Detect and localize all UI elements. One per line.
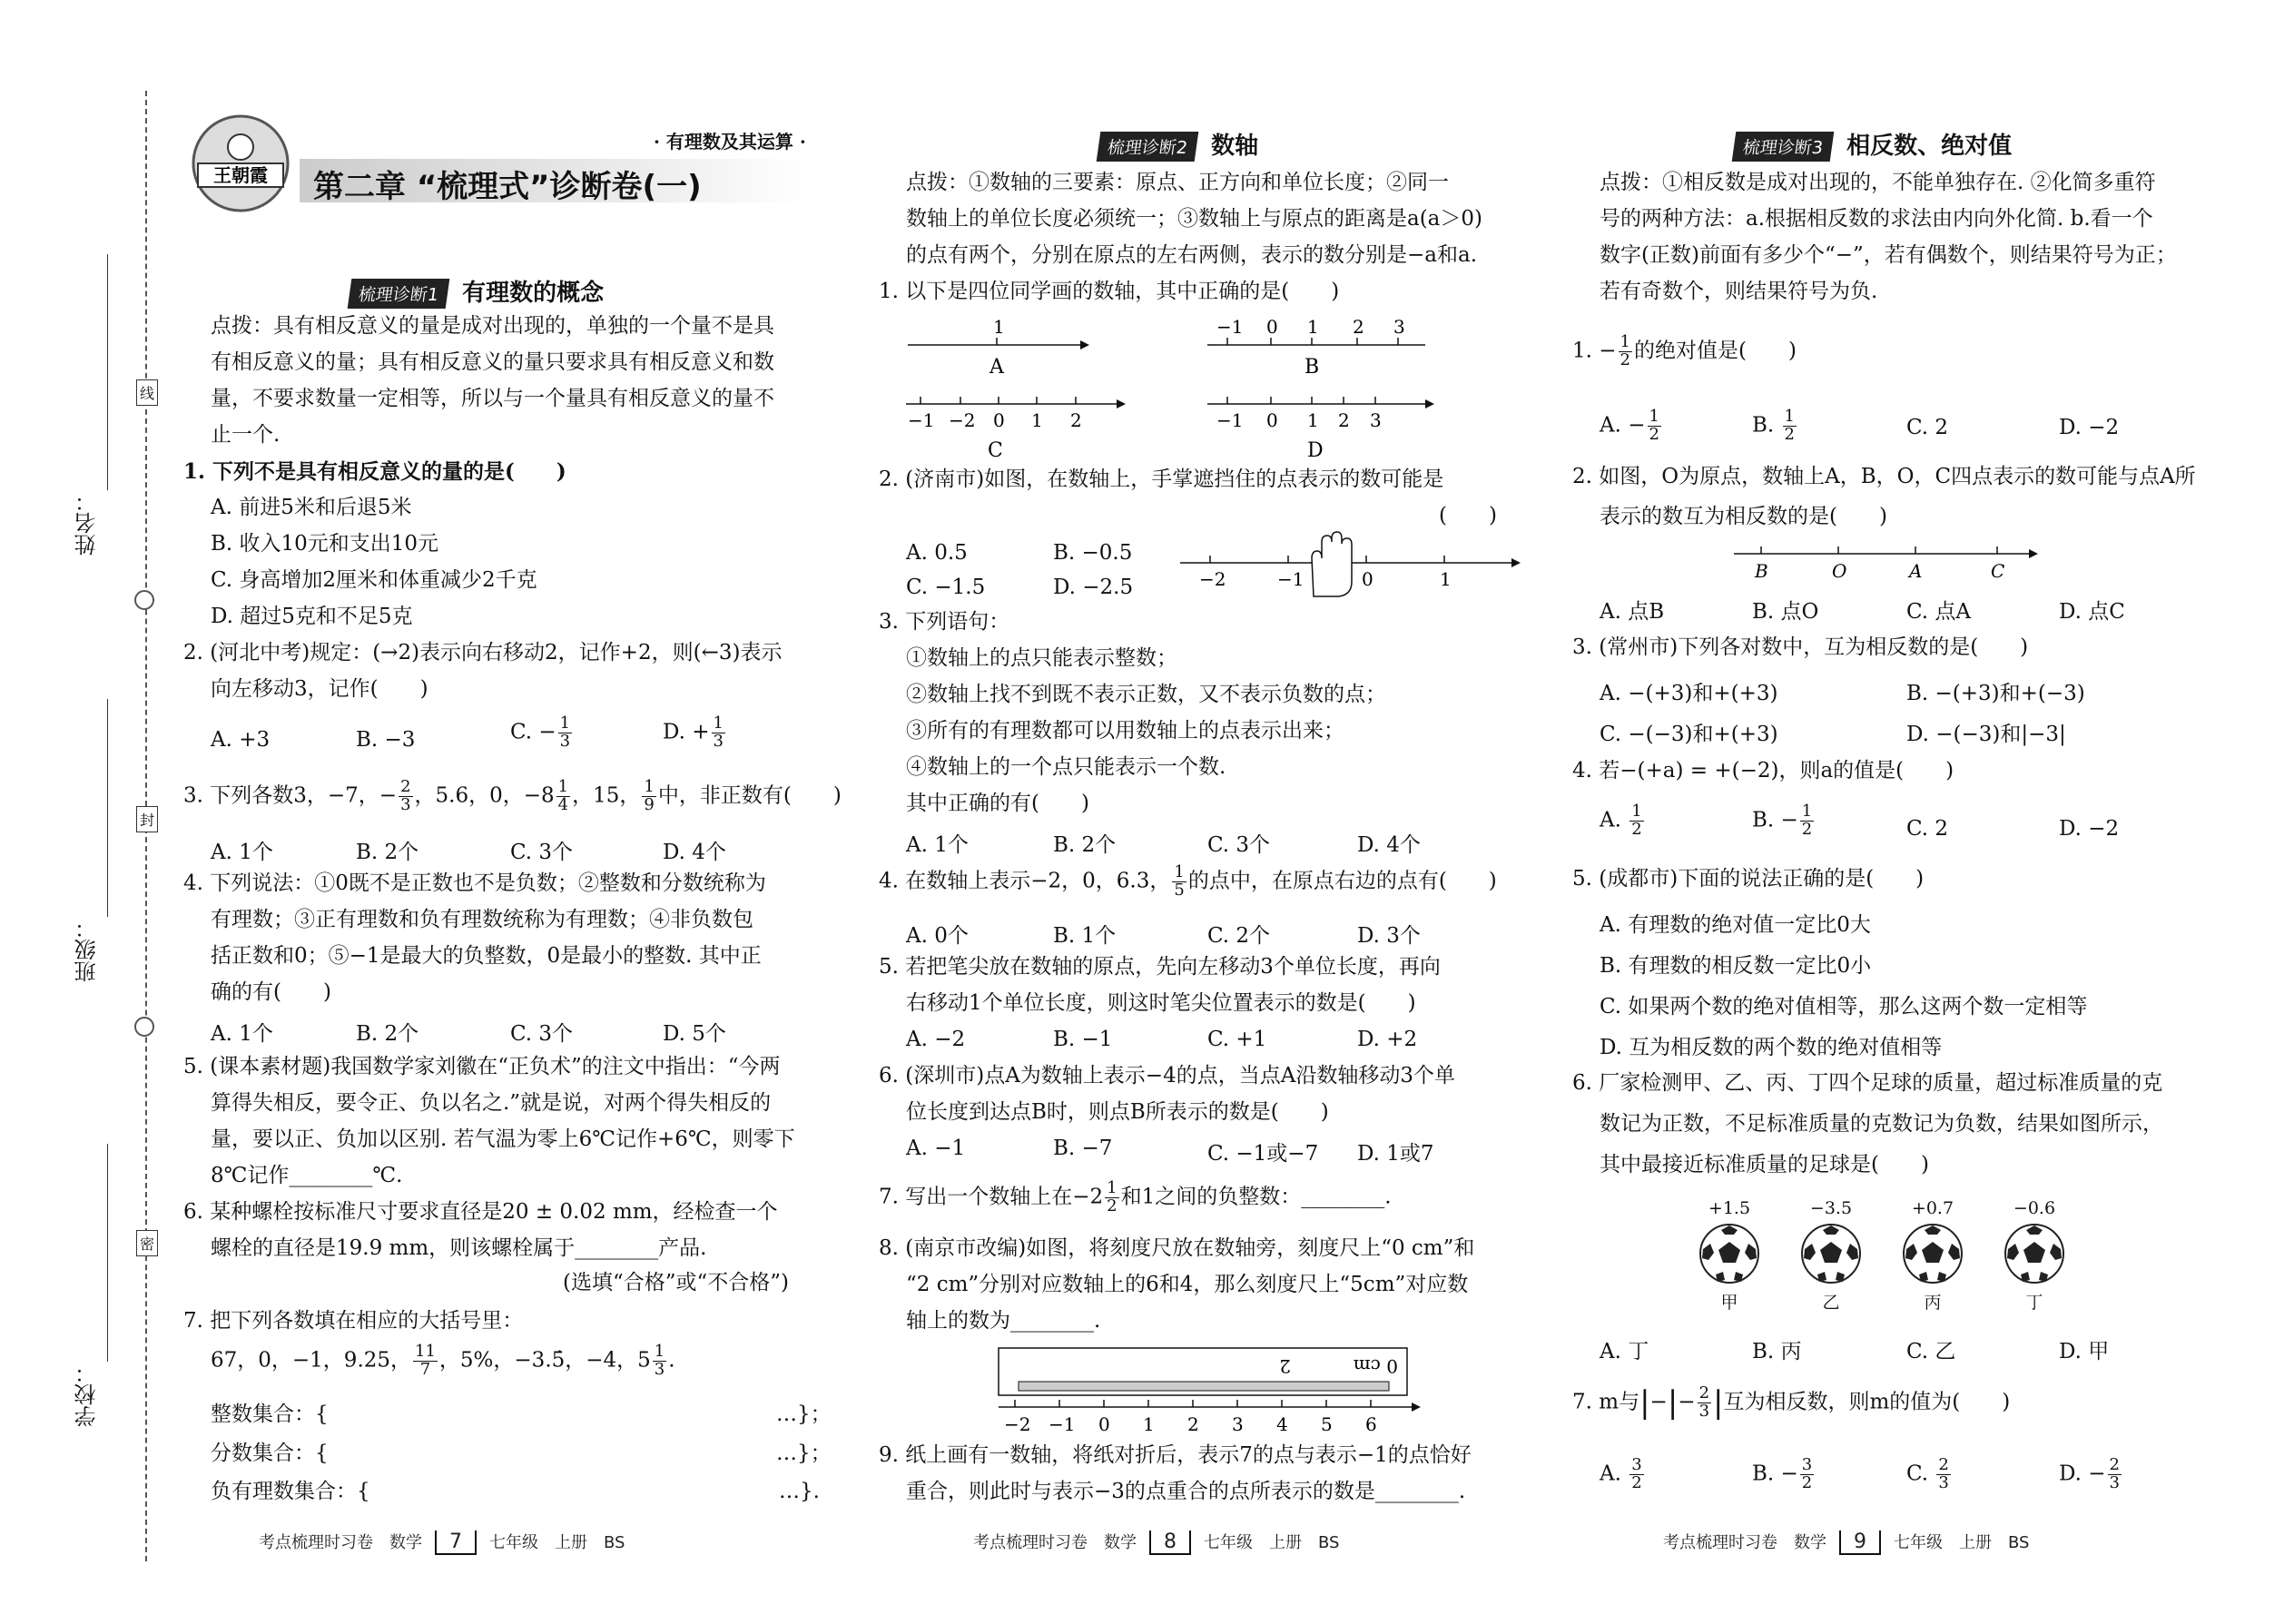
football-label: 甲: [1720, 1293, 1738, 1313]
option: A. 前进5米和后退5米: [211, 496, 412, 519]
question-stem: 右移动1个单位长度，则这时笔尖位置表示的数是( ): [906, 991, 1416, 1015]
svg-text:2: 2: [1070, 409, 1082, 431]
option: C. 2: [1906, 416, 1949, 439]
school-label: 学校：: [74, 1362, 100, 1427]
option: A. −1: [906, 1137, 966, 1160]
football-item: [1689, 1198, 1770, 1314]
logo-text: 王朝霞: [213, 164, 268, 186]
question-stem: 8℃记作________℃.: [211, 1164, 403, 1187]
option: A. +3: [211, 728, 271, 752]
statement: ④数轴上的一个点只能表示一个数.: [906, 755, 1226, 779]
option: A. −(+3)和+(+3): [1600, 682, 1778, 705]
option: B. 点O: [1752, 600, 1819, 624]
option: A. 1个: [906, 833, 969, 857]
option: D. −2: [2059, 817, 2120, 841]
option: C. − $\frac{1}{3}$: [510, 714, 571, 751]
option: C. −(−3)和+(+3): [1600, 723, 1778, 746]
option: D. 4个: [663, 841, 726, 864]
svg-text:1: 1: [1307, 409, 1319, 431]
svg-text:−1: −1: [1216, 409, 1244, 431]
integer-set: 整数集合：{: [211, 1403, 329, 1426]
option: D. 3个: [1357, 924, 1421, 948]
section-tag: 梳理诊断2: [1097, 132, 1199, 162]
option: B. 有理数的相反数一定比0小: [1600, 954, 1872, 978]
binding-hole-icon: [134, 1017, 154, 1037]
svg-text:3: 3: [1370, 409, 1382, 431]
question-stem: 其中最接近标准质量的足球是( ): [1600, 1153, 1929, 1176]
svg-text:1: 1: [1143, 1413, 1155, 1435]
football-item: [1994, 1198, 2075, 1314]
question-stem: 2. (河北中考)规定：(→2)表示向右移动2，记作+2，则(←3)表示: [183, 641, 783, 664]
option: C. $\frac{2}{3}$: [1906, 1455, 1949, 1492]
section-2-heading: [1098, 127, 1258, 162]
question-stem: 7. m与|−|− $\frac{2}{3}$ |互为相反数，则m的值为( ): [1572, 1383, 2011, 1421]
class-label: 班级：: [74, 917, 100, 982]
tip-line: 的点有两个，分别在原点的左右两侧，表示的数分别是−a和a.: [906, 243, 1478, 267]
statement: ②数轴上找不到既不表示正数，又不表示负数的点；: [906, 683, 1386, 706]
option: B. $\frac{1}{2}$: [1752, 407, 1795, 444]
question-stem: 7. 把下列各数填在相应的大括号里：: [183, 1309, 524, 1333]
seal-mark-2: 封: [136, 806, 158, 832]
option: C. 2: [1906, 817, 1949, 841]
svg-text:6: 6: [1365, 1413, 1377, 1435]
football-row: [1689, 1198, 2097, 1321]
binding-hole-icon: [134, 590, 154, 610]
option: B. 收入10元和支出10元: [211, 532, 439, 556]
football-icon: [1799, 1222, 1863, 1285]
option: B. 2个: [356, 1022, 419, 1046]
question-stem: 9. 纸上画有一数轴，将纸对折后，表示7的点与表示−1的点恰好: [879, 1443, 1472, 1467]
option: C. 3个: [510, 841, 574, 864]
question-stem: 6. 厂家检测甲、乙、丙、丁四个足球的质量，超过标准质量的克: [1572, 1071, 2163, 1095]
option: C. +1: [1207, 1028, 1267, 1051]
statement: ①数轴上的点只能表示整数；: [906, 646, 1177, 670]
axis-label-B: B: [1305, 356, 1320, 379]
question-stem: 重合，则此时与表示−3的点重合的点所表示的数是________.: [906, 1480, 1466, 1503]
tip-line: 点拨：①相反数是成对出现的，不能单独存在. ②化简多重符: [1600, 171, 2156, 194]
question-stem: 螺栓的直径是19.9 mm，则该螺栓属于________产品.: [211, 1236, 707, 1260]
option: D. 5个: [663, 1022, 726, 1046]
set-close: …}.: [779, 1480, 820, 1503]
question-stem: 其中正确的有( ): [906, 792, 1089, 815]
number-list: 67，0，−1，9.25， $\frac{11}{7}$ ，5%，−3.5̇，−4，5 $\frac{1}{3}$ .: [211, 1342, 675, 1379]
svg-text:4: 4: [1276, 1413, 1288, 1435]
football-label: 乙: [1822, 1293, 1840, 1313]
question-stem: 5. 若把笔尖放在数轴的原点，先向左移动3个单位长度，再向: [879, 955, 1441, 979]
option: D. − $\frac{2}{3}$: [2059, 1455, 2120, 1492]
football-item: [1892, 1198, 1974, 1314]
seal-mark-1: 线: [136, 379, 158, 406]
section-title: 相反数、绝对值: [1846, 133, 2013, 160]
svg-text:−2: −2: [1004, 1413, 1031, 1435]
option: A. 点B: [1600, 600, 1665, 624]
question-stem: 4. 在数轴上表示−2，0，6.3， $\frac{1}{5}$ 的点中，在原点右边的点有( ): [879, 862, 1497, 900]
page-footer-7: 考点梳理时习卷 数学 7 七年级 上册 BS: [259, 1530, 625, 1553]
option: C. −1.5: [906, 576, 986, 599]
svg-text:3: 3: [1232, 1413, 1244, 1435]
set-close: …}；: [776, 1403, 832, 1426]
football-weight: −3.5: [1809, 1198, 1853, 1218]
football-icon: [1901, 1222, 1964, 1285]
football-icon: [1698, 1222, 1761, 1285]
svg-text:1: 1: [1307, 316, 1319, 338]
option: D. 超过5克和不足5克: [211, 605, 413, 628]
option: A. 0.5: [906, 541, 968, 565]
question-stem: 6. 某种螺栓按标准尺寸要求直径是20 ± 0.02 mm，经检查一个: [183, 1200, 778, 1224]
question-stem: 3. 下列各数3，−7，− $\frac{2}{3}$ ，5.6，0，−8 $\frac{1}{4}$ ，15， $\frac{1}{9}$ 中，非正数有( ): [183, 777, 842, 814]
question-stem: 6. (深圳市)点A为数轴上表示−4的点，当点A沿数轴移动3个单: [879, 1064, 1455, 1088]
option: D. + $\frac{1}{3}$: [663, 714, 724, 751]
option: D. −2.5: [1053, 576, 1134, 599]
chapter-title: 第二章 “梳理式”诊断卷(一): [313, 169, 702, 205]
svg-text:5: 5: [1321, 1413, 1333, 1435]
tip-line: 若有奇数个，则结果符号为负.: [1600, 280, 1878, 303]
question-stem: 3. (常州市)下列各对数中，互为相反数的是( ): [1572, 635, 2029, 659]
svg-text:−1: −1: [908, 409, 935, 431]
option: C. 3个: [510, 1022, 574, 1046]
question-stem: 1. − $\frac{1}{2}$ 的绝对值是( ): [1572, 332, 1797, 369]
q1-number-lines: [899, 313, 1534, 463]
ruler-zero: 0 cm: [1353, 1355, 1398, 1377]
question-stem: “2 cm”分别对应数轴上的6和4，那么刻度尺上“5cm”对应数: [906, 1273, 1469, 1296]
question-stem: 7. 写出一个数轴上在−2 $\frac{1}{2}$ 和1之间的负整数：________.: [879, 1178, 1392, 1216]
option: B. 丙: [1752, 1340, 1802, 1363]
tip-line: 数字(正数)前面有多少个“−”，若有偶数个，则结果符号为正；: [1600, 243, 2177, 267]
football-weight: −0.6: [2013, 1198, 2056, 1218]
section-tag: 梳理诊断3: [1732, 132, 1835, 162]
option: D. 互为相反数的两个数的绝对值相等: [1600, 1036, 1943, 1059]
option: C. 如果两个数的绝对值相等，那么这两个数一定相等: [1600, 995, 2088, 1019]
option: D. +2: [1357, 1028, 1418, 1051]
axis-label-C: C: [988, 439, 1003, 462]
question-stem: 向左移动3，记作( ): [211, 677, 428, 701]
option: A. 有理数的绝对值一定比0大: [1600, 913, 1871, 937]
svg-text:2: 2: [1338, 409, 1350, 431]
option: A. $\frac{3}{2}$: [1600, 1455, 1642, 1492]
option: C. 乙: [1906, 1340, 1956, 1363]
tip-line: 有相反意义的量；具有相反意义的量只要求具有相反意义和数: [211, 350, 774, 374]
svg-text:2: 2: [1187, 1413, 1199, 1435]
set-close: …}；: [776, 1442, 832, 1465]
statement: ③所有的有理数都可以用数轴上的点表示出来；: [906, 719, 1344, 743]
football-weight: +1.5: [1708, 1198, 1751, 1218]
question-stem: 3. 下列语句：: [879, 610, 1010, 634]
point-B: B: [1755, 560, 1768, 582]
svg-text:0: 0: [1362, 568, 1373, 590]
svg-text:0: 0: [1098, 1413, 1110, 1435]
question-hint: (选填“合格”或“不合格”): [563, 1271, 789, 1294]
question-stem: 5. (成都市)下面的说法正确的是( ): [1572, 867, 1925, 891]
football-label: 丙: [1924, 1293, 1942, 1313]
section-title: 有理数的概念: [462, 280, 605, 307]
option: A. 0个: [906, 924, 969, 948]
option: D. −(−3)和|−3|: [1906, 723, 2066, 746]
q2-number-line-with-hand: [1176, 531, 1525, 604]
topic-tag: · 有理数及其运算 ·: [654, 131, 806, 153]
option: A. 丁: [1600, 1340, 1649, 1363]
option: C. 2个: [1207, 924, 1271, 948]
svg-text:−1: −1: [1277, 568, 1305, 590]
option: D. −2: [2059, 416, 2120, 439]
svg-text:−1: −1: [1216, 316, 1244, 338]
option: B. 1个: [1053, 924, 1117, 948]
q2-number-line: [1729, 543, 2047, 584]
option: B. −(+3)和+(−3): [1906, 682, 2085, 705]
option: B. −7: [1053, 1137, 1113, 1160]
question-stem: 算得失相反，要令正、负以名之.”就是说，对两个得失相反的: [211, 1091, 772, 1115]
option: C. 点A: [1906, 600, 1972, 624]
option: B. −0.5: [1053, 541, 1133, 565]
football-icon: [2003, 1222, 2066, 1285]
axis-label-A: A: [989, 356, 1004, 379]
svg-text:1: 1: [1031, 409, 1043, 431]
option: D. 4个: [1357, 833, 1421, 857]
page-footer-8: 考点梳理时习卷 数学 8 七年级 上册 BS: [973, 1530, 1340, 1553]
option: B. −1: [1053, 1028, 1113, 1051]
option: D. 1或7: [1357, 1142, 1434, 1166]
question-stem: 1. 以下是四位同学画的数轴，其中正确的是( ): [879, 280, 1340, 303]
point-O: O: [1832, 560, 1847, 582]
option: B. − $\frac{3}{2}$: [1752, 1455, 1813, 1492]
q8-ruler-and-number-line: [989, 1343, 1425, 1443]
question-stem: 2. 如图，O为原点，数轴上A，B，O，C四点表示的数可能与点A所: [1572, 465, 2196, 488]
question-stem: 表示的数互为相反数的是( ): [1600, 505, 1887, 528]
seal-mark-3: 密: [136, 1230, 158, 1256]
point-C: C: [1991, 560, 2005, 582]
option: B. 2个: [356, 841, 419, 864]
answer-paren: ( ): [1439, 504, 1497, 527]
question-stem: 4. 若−(+a) = +(−2)，则a的值是( ): [1572, 759, 1954, 782]
name-label: 姓名：: [74, 490, 100, 556]
svg-text:−2: −2: [949, 409, 976, 431]
page-footer-9: 考点梳理时习卷 数学 9 七年级 上册 BS: [1663, 1530, 2030, 1553]
logo: [182, 109, 300, 227]
question-stem: 1. 下列不是具有相反意义的量的是( ): [183, 459, 566, 484]
svg-text:0: 0: [993, 409, 1005, 431]
question-stem: 8. (南京市改编)如图，将刻度尺放在数轴旁，刻度尺上“0 cm”和: [879, 1236, 1475, 1260]
option: C. 3个: [1207, 833, 1271, 857]
question-stem: 5. (课本素材题)我国数学家刘徽在“正负术”的注文中指出：“今两: [183, 1055, 781, 1078]
question-stem: 数记为正数，不足标准质量的克数记为负数，结果如图所示，: [1600, 1112, 2163, 1136]
option: D. 点C: [2059, 600, 2125, 624]
option: B. −3: [356, 728, 416, 752]
question-stem: 量，要以正、负加以区别. 若气温为零上6℃记作+6℃，则零下: [211, 1127, 795, 1151]
option: A. 1个: [211, 1022, 273, 1046]
question-stem: 有理数；③正有理数和负有理数统称为有理数；④非负数包: [211, 908, 753, 931]
option: B. 2个: [1053, 833, 1117, 857]
axis-label-D: D: [1307, 439, 1324, 462]
tip-line: 点拨：具有相反意义的量是成对出现的，单独的一个量不是具: [211, 314, 774, 338]
question-stem: 轴上的数为________.: [906, 1309, 1101, 1333]
svg-text:0: 0: [1266, 409, 1278, 431]
section-title: 数轴: [1211, 133, 1259, 160]
option: D. 甲: [2059, 1340, 2110, 1363]
option: B. − $\frac{1}{2}$: [1752, 802, 1813, 839]
question-stem: 确的有( ): [211, 980, 331, 1004]
option: C. −1或−7: [1207, 1142, 1319, 1166]
svg-text:−2: −2: [1199, 568, 1226, 590]
football-weight: +0.7: [1911, 1198, 1954, 1218]
svg-text:2: 2: [1353, 316, 1364, 338]
section-3-heading: [1734, 127, 2012, 162]
negative-set: 负有理数集合：{: [211, 1480, 370, 1503]
hand-icon: [1312, 532, 1352, 596]
section-1-heading: [350, 274, 604, 309]
question-stem: 括正数和0；⑤−1是最大的负整数，0是最小的整数. 其中正: [211, 944, 762, 968]
option: A. −2: [906, 1028, 966, 1051]
ruler-two: 2: [1279, 1355, 1291, 1377]
fraction-set: 分数集合：{: [211, 1442, 329, 1465]
option: C. 身高增加2厘米和体重减少2千克: [211, 568, 537, 592]
svg-text:3: 3: [1393, 316, 1405, 338]
football-label: 丁: [2025, 1293, 2043, 1313]
name-line: [107, 254, 109, 490]
tip-line: 号的两种方法：a.根据相反数的求法由内向外化简. b.看一个: [1600, 207, 2153, 231]
svg-text:−1: −1: [1049, 1413, 1076, 1435]
football-item: [1790, 1198, 1872, 1314]
option: A. $\frac{1}{2}$: [1600, 802, 1642, 839]
svg-text:1: 1: [993, 316, 1005, 338]
svg-text:0: 0: [1266, 316, 1278, 338]
question-stem: 2. (济南市)如图，在数轴上，手掌遮挡住的点表示的数可能是: [879, 468, 1444, 491]
tip-line: 点拨：①数轴的三要素：原点、正方向和单位长度；②同一: [906, 171, 1449, 194]
svg-text:1: 1: [1440, 568, 1452, 590]
question-stem: 4. 下列说法：①0既不是正数也不是负数；②整数和分数统称为: [183, 871, 766, 895]
tip-line: 止一个.: [211, 423, 281, 447]
section-tag: 梳理诊断1: [348, 279, 450, 309]
class-line: [107, 699, 109, 917]
question-stem: 位长度到达点B时，则点B所表示的数是( ): [906, 1100, 1329, 1124]
option: A. − $\frac{1}{2}$: [1600, 407, 1659, 444]
school-line: [107, 1144, 109, 1362]
tip-line: 数轴上的单位长度必须统一；③数轴上与原点的距离是a(a＞0): [906, 207, 1483, 231]
tip-line: 量，不要求数量一定相等，所以与一个量具有相反意义的量不: [211, 387, 774, 410]
option: A. 1个: [211, 841, 273, 864]
point-A: A: [1909, 560, 1923, 582]
